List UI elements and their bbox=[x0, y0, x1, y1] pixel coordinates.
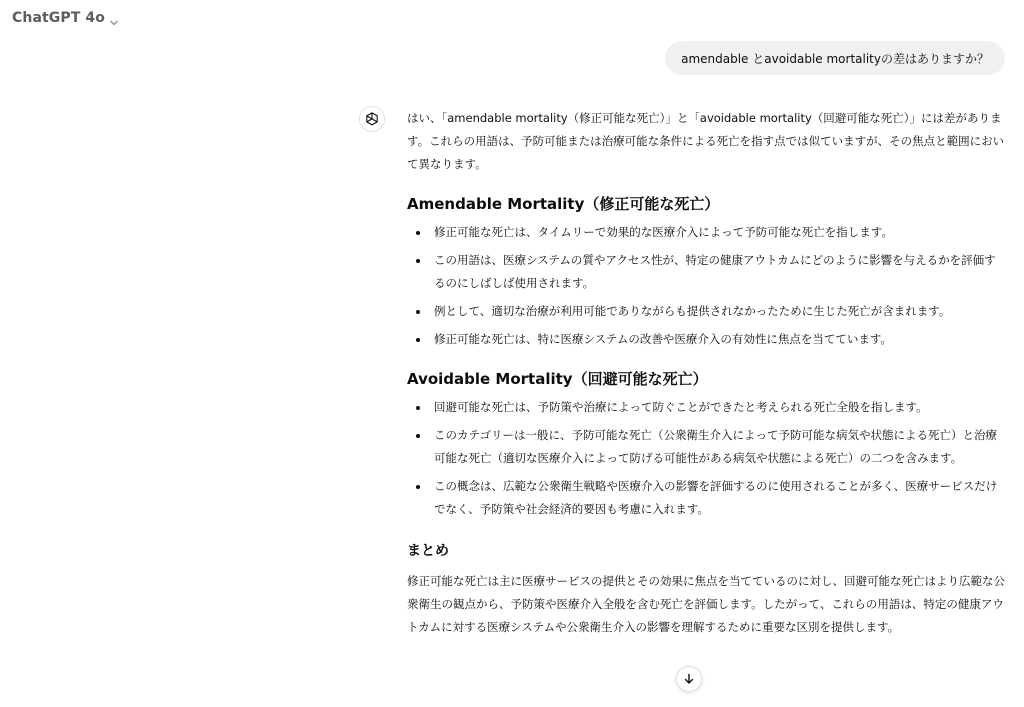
section-heading-amendable: Amendable Mortality（修正可能な死亡） bbox=[407, 195, 720, 213]
user-message-bubble bbox=[665, 41, 1005, 75]
assistant-message bbox=[407, 107, 1007, 639]
model-selector[interactable] bbox=[8, 6, 123, 30]
bullet-dot-icon bbox=[416, 231, 420, 235]
amendable-bullet-list bbox=[407, 221, 1007, 351]
bullet-dot-icon bbox=[416, 434, 420, 438]
assistant-intro: はい、「amendable mortality（修正可能な死亡）」と「avoidable mortality（回避可能な死亡）」には差があります。これらの用語は、予防可能または治療可能な条件による死亡を指す点では似ていますが、その焦点と範囲において異なります。 bbox=[407, 111, 1005, 171]
model-name: ChatGPT 4o bbox=[12, 10, 105, 26]
list-item: 修正可能な死亡は、特に医療システムの改善や医療介入の有効性に焦点を当てています。 bbox=[407, 328, 1007, 351]
summary-text: 修正可能な死亡は主に医療サービスの提供とその効果に焦点を当てているのに対し、回避可能な死亡はより広範な公衆衛生の観点から、予防策や医療介入全般を含む死亡を評価します。したがって、これらの用語は、特定の健康アウトカムに対する医療システムや公衆衛生介入の影響を理解するために重要な区別を提供します。 bbox=[407, 574, 1005, 634]
bullet-dot-icon bbox=[416, 259, 420, 263]
list-item: このカテゴリーは一般に、予防可能な死亡（公衆衛生介入によって予防可能な病気や状態による死亡）と治療可能な死亡（適切な医療介入によって防げる可能性がある病気や状態による死亡）の二つを含みます。 bbox=[407, 424, 1007, 470]
list-item: この用語は、医療システムの質やアクセス性が、特定の健康アウトカムにどのように影響を与えるかを評価するのにしばしば使用されます。 bbox=[407, 249, 1007, 295]
openai-logo-icon bbox=[359, 106, 385, 132]
bullet-dot-icon bbox=[416, 310, 420, 314]
avoidable-bullet-list bbox=[407, 396, 1007, 521]
bullet-dot-icon bbox=[416, 338, 420, 342]
scroll-to-bottom-button[interactable] bbox=[676, 666, 702, 692]
list-item: 回避可能な死亡は、予防策や治療によって防ぐことができたと考えられる死亡全般を指します。 bbox=[407, 396, 1007, 419]
list-item: 修正可能な死亡は、タイムリーで効果的な医療介入によって予防可能な死亡を指します。 bbox=[407, 221, 1007, 244]
bullet-dot-icon bbox=[416, 485, 420, 489]
summary-heading: まとめ bbox=[407, 543, 449, 559]
section-heading-avoidable: Avoidable Mortality（回避可能な死亡） bbox=[407, 370, 708, 388]
bullet-dot-icon bbox=[416, 406, 420, 410]
list-item: 例として、適切な治療が利用可能でありながらも提供されなかったために生じた死亡が含まれます。 bbox=[407, 300, 1007, 323]
user-message-text: amendable とavoidable mortalityの差はありますか？ bbox=[681, 51, 989, 66]
arrow-down-icon bbox=[683, 670, 695, 689]
list-item: この概念は、広範な公衆衛生戦略や医療介入の影響を評価するのに使用されることが多く、医療サービスだけでなく、予防策や社会経済的要因も考慮に入れます。 bbox=[407, 475, 1007, 521]
chevron-down-icon bbox=[109, 13, 119, 23]
